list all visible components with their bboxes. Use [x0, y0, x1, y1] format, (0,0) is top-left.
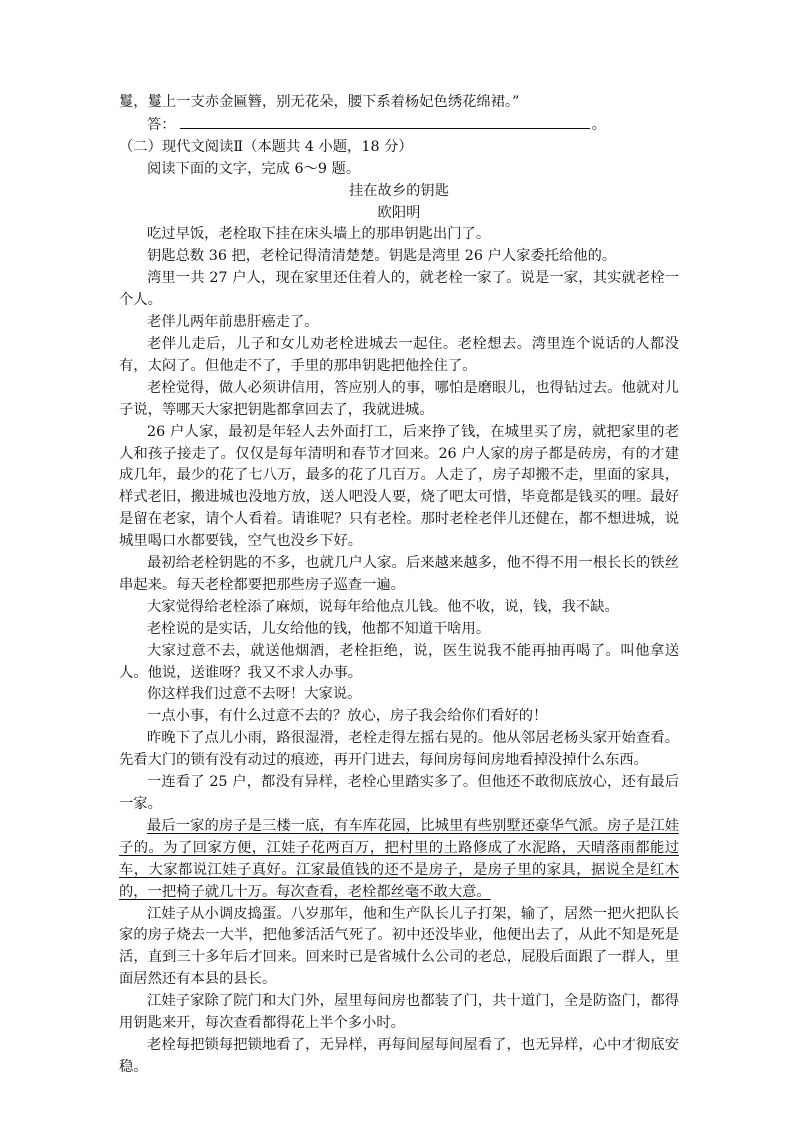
paragraph: 昨晚下了点儿小雨，路很湿滑，老栓走得左摇右晃的。他从邻居老杨头家开始查看。先看大门的锁有没有动过的痕迹，再开门进去，每间房每间房地看掉没掉什么东西。	[119, 730, 679, 769]
paragraph: 老栓每把锁每把锁地看了，无异样，再每间屋每间屋看了，也无异样，心中才彻底安稳。	[119, 1036, 679, 1075]
paragraph: 江娃子家除了院门和大门外，屋里每间房也都装了门，共十道门，全是防盗门，都得用钥匙来开，每次查看都得花上半个多小时。	[119, 993, 679, 1032]
document-page	[119, 92, 679, 1079]
paragraph: 你这样我们过意不去呀！大家说。	[147, 686, 362, 703]
quote-continuation: 鬘，鬘上一支赤金匾簪，别无花朵，腰下系着杨妃色绣花绵裙。”	[119, 94, 520, 110]
paragraph: 湾里一共 27 户人，现在家里还住着人的，就老栓一家了。说是一家，其实就老栓一个人。	[119, 270, 679, 309]
answer-row	[119, 114, 679, 137]
paragraph: 老伴儿两年前患肝癌走了。	[147, 314, 319, 331]
section-heading: （二）现代文阅读Ⅱ（本题共 4 小题，18 分）	[119, 138, 413, 155]
paragraph: 江娃子从小调皮捣蛋。八岁那年，他和生产队长儿子打架，输了，居然一把火把队长家的房子烧去一大半，把他爹活活气死了。初中还没毕业，他便出去了，从此不知是死是活，直到三十多年后才回来。回来时已是省城什么公司的老总，屁股后面跟了一群人，里面居然还有本县的县长。	[119, 905, 679, 988]
article-title: 挂在故乡的钥匙	[348, 182, 450, 199]
paragraph: 一点小事，有什么过意不去的？放心，房子我会给你们看好的！	[147, 708, 548, 725]
article-author: 欧阳明	[377, 204, 421, 221]
answer-blank-line[interactable]	[180, 114, 590, 129]
paragraph: 大家觉得给老栓添了麻烦，说每年给他点儿钱。他不收，说，钱，我不缺。	[147, 598, 619, 615]
answer-end-mark: 。	[591, 116, 606, 133]
underlined-paragraph	[119, 816, 679, 904]
paragraph: 钥匙总数 36 把，老栓记得清清楚楚。钥匙是湾里 26 户人家委托给他的。	[147, 248, 617, 265]
paragraph: 26 户人家，最初是年轻人去外面打工，后来挣了钱，在城里买了房，就把家里的老人和孩子接走了。仅仅是每年清明和春节才回来。26 户人家的房子都是砖房，有的才建成几年，最少的花了七八万，最多的花了几百万。人走了，房子却搬不走，里面的家具，样式老旧，搬进城也没地方放，送人吧没人要，烧了吧太可惜，毕竟都是钱买的哩。最好是留在老家，请个人看着。请谁呢？只有老栓。那时老栓老伴儿还健在，都不想进城，说城里喝口水都要钱，空气也没乡下好。	[119, 423, 679, 550]
answer-label: 答：	[147, 116, 176, 133]
paragraph: 老伴儿走后，儿子和女儿劝老栓进城去一起住。老栓想去。湾里连个说话的人都没有，太闷了。但他走不了，手里的那串钥匙把他拴住了。	[119, 335, 679, 374]
paragraph: 大家过意不去，就送他烟酒，老栓拒绝，说，医生说我不能再抽再喝了。叫他拿送人。他说，送谁呀？我又不求人办事。	[119, 642, 679, 681]
paragraph: 老栓觉得，做人必须讲信用，答应别人的事，哪怕是磨眼儿，也得钻过去。他就对儿子说，等哪天大家把钥匙都拿回去了，我就进城。	[119, 379, 679, 418]
instruction: 阅读下面的文字，完成 6～9 题。	[147, 160, 361, 177]
underlined-passage: 最后一家的房子是三楼一底，有车库花园，比城里有些别墅还豪华气派。房子是江娃子的。为了回家方便，江娃子花两百万，把村里的土路修成了水泥路，天晴落雨都能过车，大家都说江娃子真好。江家最值钱的还不是房子，是房子里的家具，据说全是红木的，一把椅子就几十万。每次查看，老栓都丝毫不敢大意。	[119, 817, 679, 900]
paragraph: 一连看了 25 户，都没有异样，老栓心里踏实多了。但他还不敢彻底放心，还有最后一家。	[119, 774, 679, 812]
paragraph: 老栓说的是实话，儿女给他的钱，他都不知道干啥用。	[147, 620, 491, 637]
paragraph: 吃过早饭，老栓取下挂在床头墙上的那串钥匙出门了。	[147, 226, 491, 243]
paragraph: 最初给老栓钥匙的不多，也就几户人家。后来越来越多，他不得不用一根长长的铁丝串起来。每天老栓都要把那些房子巡查一遍。	[119, 555, 679, 593]
